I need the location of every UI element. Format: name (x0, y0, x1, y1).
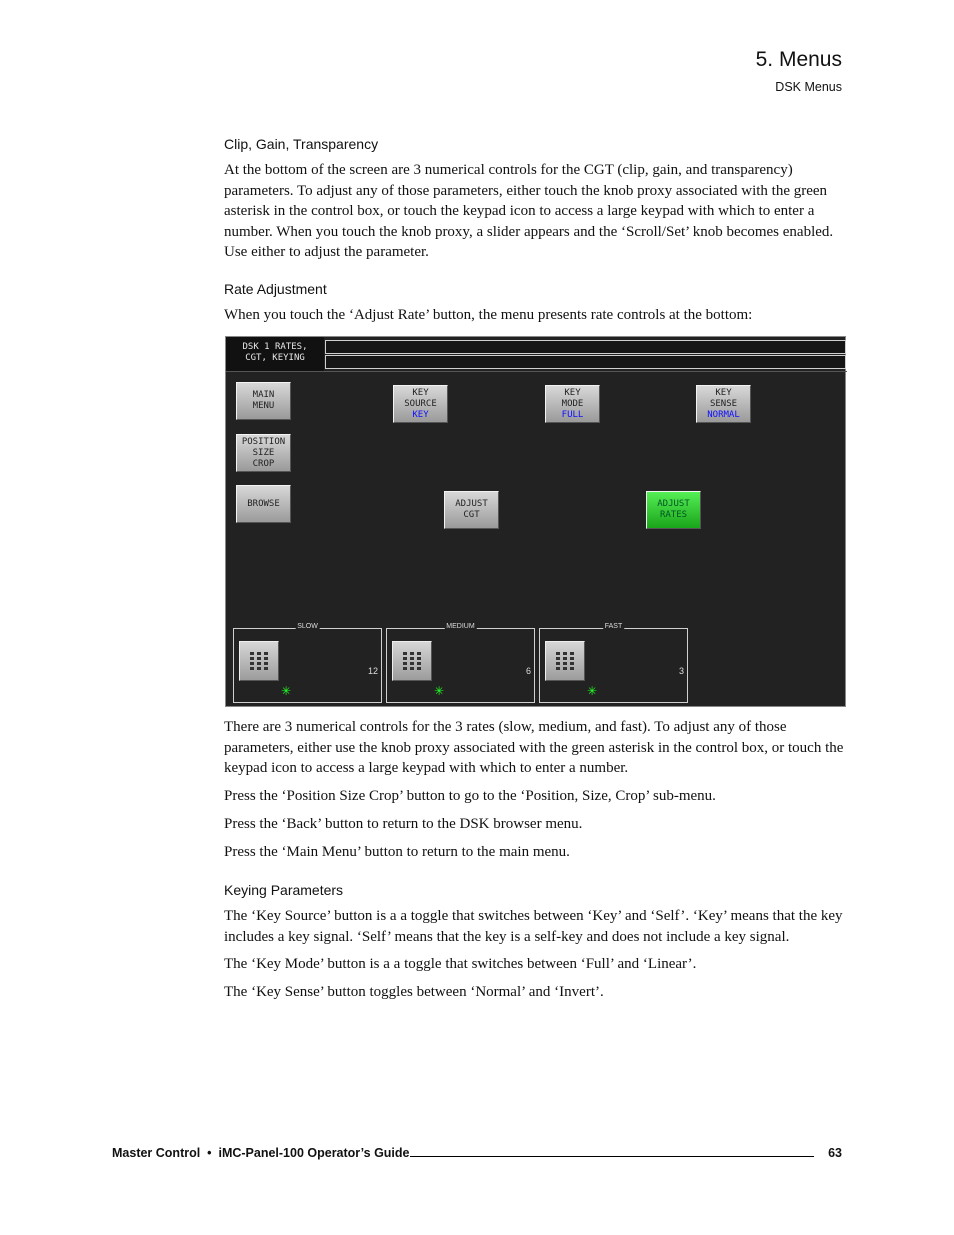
keypad-icon[interactable] (239, 641, 279, 681)
knob-proxy-asterisk[interactable]: ✳ (281, 684, 292, 698)
key-mode-value: FULL (561, 409, 584, 420)
medium-rate-label: MEDIUM (446, 623, 475, 630)
key-sense-value: NORMAL (707, 409, 740, 420)
key-mode-paragraph: The ‘Key Mode’ button is a a toggle that switches between ‘Full’ and ‘Linear’. (224, 956, 697, 972)
key-sense-button[interactable] (696, 385, 751, 423)
slow-rate-control (233, 623, 382, 703)
chapter-title: 5. Menus (755, 48, 842, 71)
browse-button[interactable] (236, 485, 291, 523)
clip-gain-paragraph: At the bottom of the screen are 3 numerical controls for the CGT (clip, gain, and transparency) parameters. To adjust any of those parameters, either touch the knob proxy associated with the green asterisk in the control box, or touch the keypad icon to access a large keypad with which to enter a number. When you touch the knob proxy, a slider appears and the ‘Scroll/Set’ knob becomes enabled. Use either to adjust the parameter. (224, 162, 834, 260)
key-source-paragraph: The ‘Key Source’ button is a a toggle that switches between ‘Key’ and ‘Self’. ‘Key’ means that the key includes a key signal. ‘Self’ means that the key is a self-key and does not include a key signal. (224, 908, 843, 945)
panel-status-bar-bottom (325, 355, 846, 369)
keypad-icon[interactable] (545, 641, 585, 681)
keying-parameters-heading: Keying Parameters (224, 882, 344, 898)
page-number: 63 (828, 1146, 842, 1160)
position-size-crop-button[interactable] (236, 434, 291, 472)
medium-rate-control (386, 623, 535, 703)
key-source-button[interactable] (393, 385, 448, 423)
fast-rate-value: 3 (678, 666, 684, 676)
back-paragraph: Press the ‘Back’ button to return to the DSK browser menu. (224, 816, 583, 832)
knob-proxy-asterisk[interactable]: ✳ (434, 684, 445, 698)
panel-divider (226, 371, 847, 372)
key-mode-label: KEY MODE (561, 387, 584, 409)
adjust-cgt-label: ADJUST CGT (455, 499, 488, 520)
slow-rate-label: SLOW (297, 623, 318, 630)
browse-label: BROWSE (247, 498, 280, 509)
panel-title: DSK 1 RATES, CGT, KEYING (226, 337, 324, 371)
medium-rate-value: 6 (525, 666, 531, 676)
section-title: DSK Menus (775, 80, 842, 94)
main-menu-button[interactable] (236, 382, 291, 420)
adjust-rates-button[interactable] (646, 491, 701, 529)
fast-rate-label: FAST (604, 623, 623, 630)
panel-status-bar-top (325, 340, 846, 354)
key-mode-button[interactable] (545, 385, 600, 423)
slow-rate-value: 12 (367, 666, 378, 676)
rate-adjustment-heading: Rate Adjustment (224, 281, 327, 297)
fast-rate-control (539, 623, 688, 703)
position-size-crop-paragraph: Press the ‘Position Size Crop’ button to go to the ‘Position, Size, Crop’ sub-menu. (224, 788, 716, 804)
adjust-cgt-button[interactable] (444, 491, 499, 529)
key-sense-label: KEY SENSE (709, 387, 738, 409)
clip-gain-heading: Clip, Gain, Transparency (224, 136, 379, 152)
main-menu-label: MAIN MENU (252, 390, 275, 411)
key-source-value: KEY (412, 409, 429, 420)
knob-proxy-asterisk[interactable]: ✳ (587, 684, 598, 698)
keypad-icon[interactable] (392, 641, 432, 681)
key-sense-paragraph: The ‘Key Sense’ button toggles between ‘Normal’ and ‘Invert’. (224, 984, 604, 1000)
rate-adjustment-intro: When you touch the ‘Adjust Rate’ button, the menu presents rate controls at the bottom: (224, 307, 753, 323)
position-size-crop-label: POSITION SIZE CROP (241, 436, 286, 469)
rates-description-paragraph: There are 3 numerical controls for the 3 rates (slow, medium, and fast). To adjust any of those parameters, either use the knob proxy associated with the green asterisk in the control box, or touch the keypad icon to access a large keypad with which to enter a number. (224, 719, 844, 776)
dsk-rates-panel-screenshot (225, 336, 846, 707)
adjust-rates-label: ADJUST RATES (657, 499, 690, 520)
key-source-label: KEY SOURCE (404, 387, 437, 409)
main-menu-paragraph: Press the ‘Main Menu’ button to return to the main menu. (224, 844, 570, 860)
footer-rule (410, 1156, 814, 1157)
footer-title: Master Control • iMC-Panel-100 Operator’s Guide (112, 1146, 410, 1160)
